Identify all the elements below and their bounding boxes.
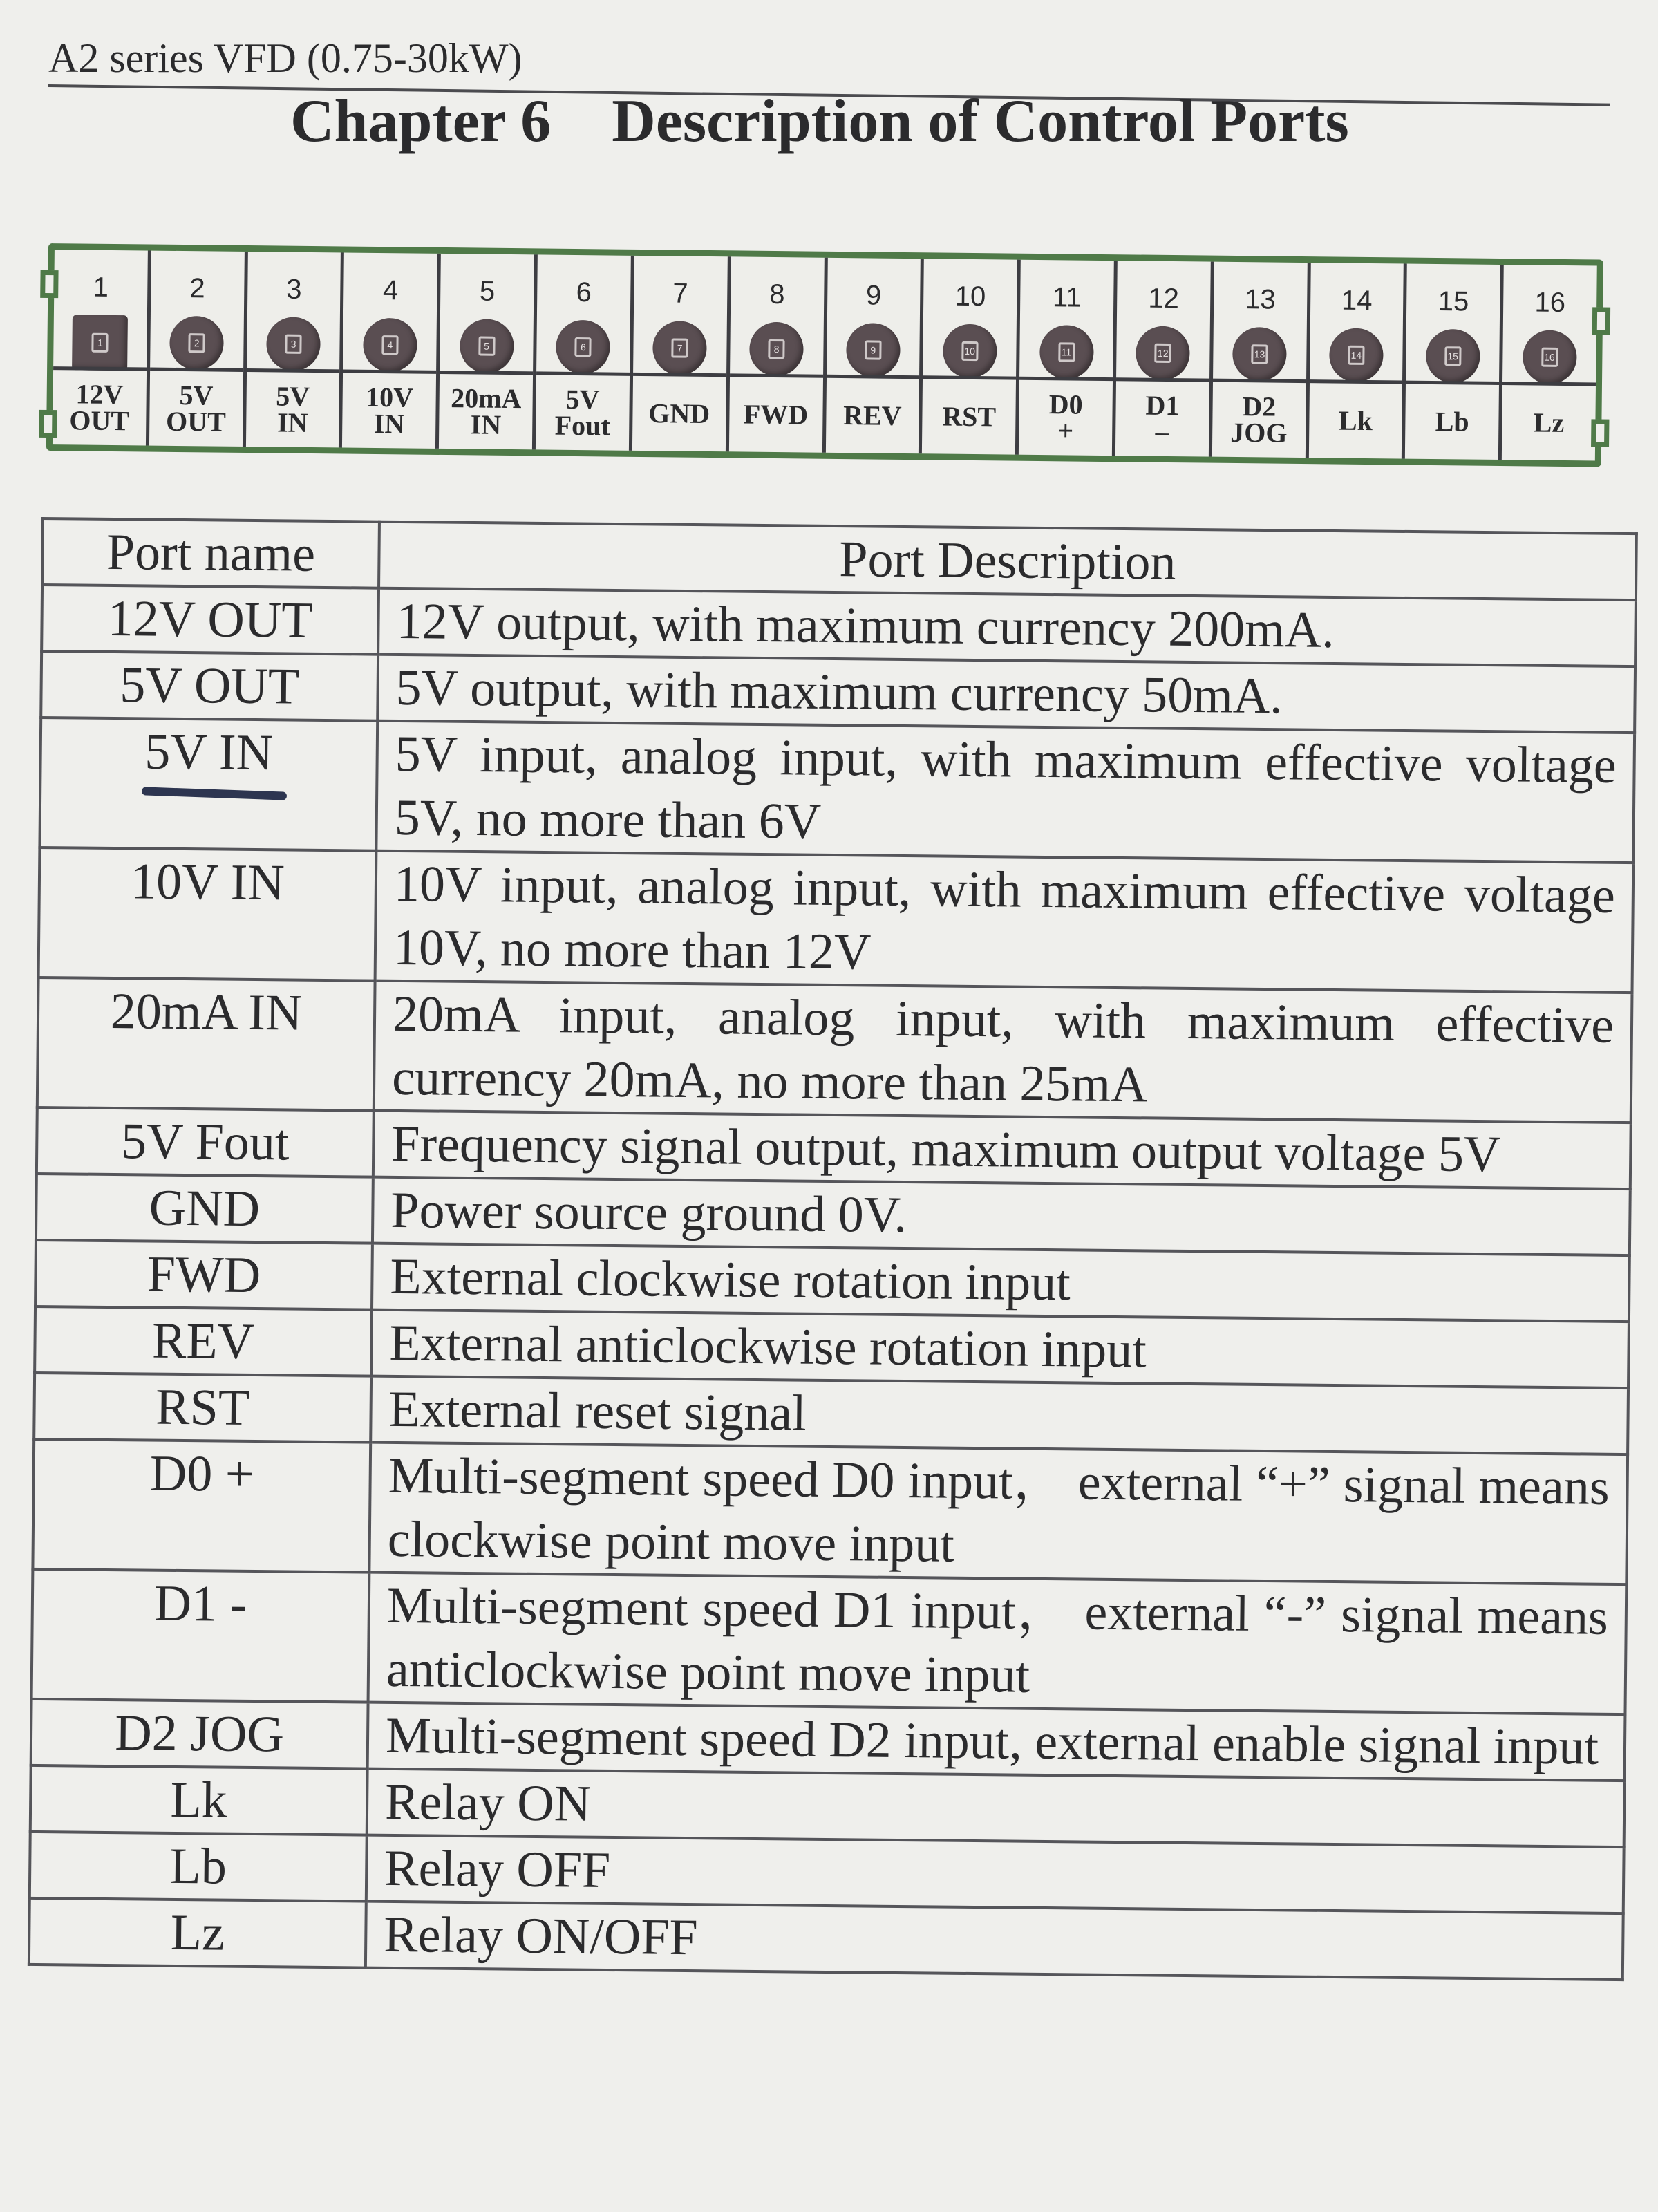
screw-slot-label: 8 <box>768 339 784 359</box>
terminal-label <box>632 373 726 451</box>
table-row <box>32 1569 1627 1714</box>
port-table <box>28 517 1638 1981</box>
screw-slot-label: 15 <box>1444 346 1461 366</box>
screw-terminal-icon <box>846 323 901 377</box>
terminal-3 <box>246 252 345 447</box>
screw-slot-label: 1 <box>92 333 109 353</box>
port-name-cell: D2 JOG <box>31 1699 368 1769</box>
terminal-15 <box>1405 264 1504 460</box>
port-description-cell: Relay ON <box>367 1769 1625 1847</box>
terminal-number: 5 <box>479 276 496 307</box>
terminal-number: 10 <box>954 281 986 312</box>
screw-slot-label: 10 <box>961 341 978 361</box>
running-head: A2 series VFD (0.75-30kW) <box>48 35 522 81</box>
terminal-label-line1: 20mA <box>451 382 522 415</box>
terminal-label <box>53 366 147 445</box>
terminal-label <box>1115 377 1209 456</box>
port-description-cell: 12V output, with maximum currency 200mA. <box>378 588 1636 666</box>
terminal-label <box>825 375 919 453</box>
terminal-8 <box>729 256 828 452</box>
port-description-cell: 5V output, with maximum currency 50mA. <box>377 655 1635 733</box>
terminal-number: 12 <box>1148 283 1180 315</box>
terminal-label <box>536 371 630 450</box>
screw-slot-label: 4 <box>381 335 398 355</box>
terminal-label <box>342 369 436 448</box>
screw-slot-label: 7 <box>672 338 688 357</box>
port-name-cell: D0 + <box>32 1439 370 1573</box>
terminal-4 <box>342 252 441 448</box>
terminal-number: 1 <box>93 272 109 303</box>
terminal-label-line2: – <box>1155 415 1169 447</box>
terminal-label-line2: IN <box>470 409 502 440</box>
screw-terminal-icon <box>460 319 514 373</box>
terminal-2 <box>149 251 248 447</box>
terminal-number: 8 <box>769 279 785 310</box>
chapter-title: Chapter 6 Description of Control Ports <box>290 88 1349 155</box>
port-description-cell: 5V input, analog input, with maximum effective voltage 5V, no more than 6V <box>376 721 1635 863</box>
terminal-label <box>439 371 533 449</box>
screw-terminal-icon <box>1136 326 1190 380</box>
terminal-number: 2 <box>189 273 205 304</box>
screw-slot-label: 9 <box>865 340 881 359</box>
port-description-cell: Multi-segment speed D0 input， external “+” signal means clockwise point move input <box>369 1443 1628 1584</box>
port-name-cell: GND <box>36 1174 373 1244</box>
terminal-label-line1: 5V <box>276 380 310 412</box>
header-port-name: Port name <box>42 518 379 588</box>
terminal-label-line1: RST <box>942 400 997 433</box>
port-description-cell: Multi-segment speed D2 input, external enable signal input <box>368 1703 1626 1781</box>
terminal-number: 7 <box>672 278 688 309</box>
terminal-number: 14 <box>1341 285 1373 317</box>
port-description-cell: External anticlockwise rotation input <box>371 1310 1629 1388</box>
terminal-label-line1: D1 <box>1145 389 1180 422</box>
terminal-label-line2: OUT <box>69 404 130 437</box>
screw-terminal-icon <box>1039 325 1094 379</box>
terminal-label-line1: D0 <box>1048 388 1083 420</box>
port-description-cell: 20mA input, analog input, with maximum effective currency 20mA, no more than 25mA <box>374 981 1632 1123</box>
screw-terminal-icon <box>556 320 611 375</box>
terminal-label-line1: D2 <box>1242 391 1277 422</box>
terminal-label <box>246 368 340 447</box>
screw-terminal-icon <box>266 317 321 371</box>
screw-slot-label: 3 <box>285 335 301 354</box>
table-row <box>32 1439 1628 1584</box>
port-name-cell: Lb <box>30 1832 367 1902</box>
screw-terminal-icon <box>72 315 128 371</box>
screw-slot-label: 6 <box>575 337 592 357</box>
terminal-label <box>1308 379 1402 458</box>
table-row <box>37 977 1632 1123</box>
terminal-label-line1: Lb <box>1435 406 1469 438</box>
terminal-9 <box>825 258 924 453</box>
port-name-cell: RST <box>34 1373 371 1443</box>
screw-slot-label: 16 <box>1541 348 1558 367</box>
port-description-cell: External reset signal <box>370 1376 1628 1454</box>
terminal-label-line2: Fout <box>554 409 610 442</box>
terminal-1 <box>53 250 151 445</box>
port-description-cell: Power source ground 0V. <box>373 1177 1630 1255</box>
terminal-label-line1: Lz <box>1533 406 1565 438</box>
port-name-cell: Lk <box>30 1765 368 1835</box>
terminal-label <box>729 373 823 452</box>
terminal-label <box>1212 379 1306 458</box>
screw-slot-label: 13 <box>1251 344 1268 364</box>
terminal-label-line2: IN <box>373 407 405 440</box>
header-port-description: Port Description <box>379 522 1637 600</box>
terminal-6 <box>536 254 634 450</box>
port-name-cell: 20mA IN <box>37 977 375 1111</box>
terminal-16 <box>1502 265 1597 460</box>
screw-terminal-icon <box>943 324 997 379</box>
port-name-cell: 5V IN <box>39 718 377 851</box>
terminal-13 <box>1212 262 1311 458</box>
port-name-cell: REV <box>35 1306 372 1376</box>
terminal-14 <box>1308 263 1407 458</box>
screw-terminal-icon <box>1329 328 1384 382</box>
terminal-strip-diagram <box>46 243 1603 467</box>
terminal-number: 3 <box>285 274 302 305</box>
table-row <box>39 718 1635 863</box>
port-description-cell: 10V input, analog input, with maximum effective voltage 10V, no more than 12V <box>375 851 1634 993</box>
port-description-cell: Relay OFF <box>366 1835 1624 1913</box>
port-description-cell: Relay ON/OFF <box>366 1902 1623 1980</box>
terminal-number: 15 <box>1438 286 1469 317</box>
screw-terminal-icon <box>363 318 417 373</box>
terminal-number: 6 <box>576 277 592 308</box>
port-name-cell: 10V IN <box>39 847 377 981</box>
terminal-label-line2: JOG <box>1230 416 1288 449</box>
screw-terminal-icon <box>1523 330 1577 384</box>
terminal-10 <box>922 259 1021 454</box>
terminal-11 <box>1019 260 1118 456</box>
screw-terminal-icon <box>1426 329 1480 384</box>
port-description-cell: Multi-segment speed D1 input， external “-” signal means anticlockwise point move input <box>368 1573 1627 1714</box>
table-row <box>39 847 1634 993</box>
terminal-number: 13 <box>1244 284 1276 315</box>
port-description-cell: External clockwise rotation input <box>372 1244 1630 1322</box>
screw-terminal-icon <box>749 322 804 377</box>
screw-terminal-icon <box>169 316 224 371</box>
terminal-label-line1: 10V <box>365 381 414 413</box>
terminal-5 <box>439 254 538 449</box>
screw-slot-label: 14 <box>1348 346 1364 365</box>
terminal-12 <box>1115 261 1214 456</box>
terminal-number: 16 <box>1534 287 1566 318</box>
terminal-label-line1: FWD <box>743 398 809 431</box>
terminal-label-line1: 5V <box>179 379 214 411</box>
screw-terminal-icon <box>1232 327 1287 382</box>
terminal-label-line2: + <box>1057 415 1074 447</box>
screw-slot-label: 5 <box>478 337 495 356</box>
terminal-label <box>149 368 243 447</box>
port-name-cell: FWD <box>35 1240 373 1310</box>
terminal-label <box>922 375 1016 454</box>
terminal-number: 4 <box>382 275 399 306</box>
terminal-label-line1: 12V <box>75 378 124 411</box>
port-name-cell: Lz <box>29 1898 366 1968</box>
terminal-label-line1: Lk <box>1338 404 1373 437</box>
screw-slot-label: 12 <box>1155 344 1171 363</box>
port-name-cell: D1 - <box>32 1569 370 1703</box>
terminal-label-line1: 5V <box>565 383 600 415</box>
terminal-label-line1: GND <box>648 397 710 430</box>
terminal-number: 9 <box>865 280 882 311</box>
terminal-label <box>1502 382 1596 460</box>
screw-slot-label: 2 <box>189 333 205 353</box>
terminal-label-line1: REV <box>842 400 902 431</box>
port-name-cell: 5V Fout <box>37 1107 374 1177</box>
terminal-7 <box>632 256 731 451</box>
terminal-label <box>1405 381 1499 460</box>
screw-terminal-icon <box>652 321 707 375</box>
page-header <box>48 28 1610 83</box>
port-name-cell: 5V OUT <box>41 651 378 721</box>
port-description-cell: Frequency signal output, maximum output voltage 5V <box>373 1111 1631 1189</box>
terminal-label-line2: IN <box>276 406 308 438</box>
screw-slot-label: 11 <box>1058 342 1075 362</box>
terminal-label-line2: OUT <box>165 405 227 438</box>
terminal-number: 11 <box>1052 282 1082 313</box>
terminal-label <box>1019 377 1113 456</box>
port-name-cell: 12V OUT <box>41 585 379 655</box>
